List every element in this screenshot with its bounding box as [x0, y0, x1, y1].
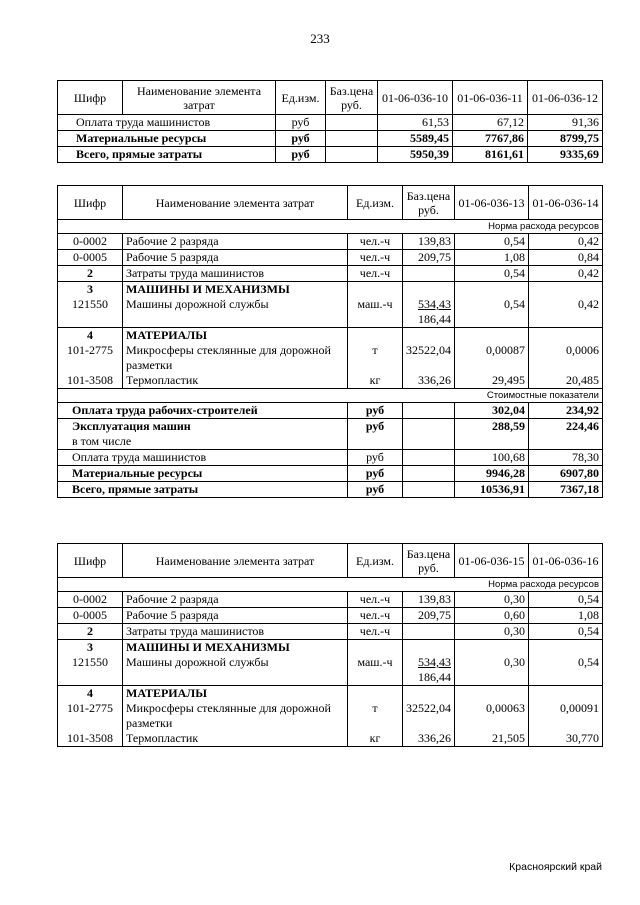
- row-value: 6907,80: [529, 466, 603, 482]
- row-value: 302,04: [455, 403, 529, 419]
- header-code: Шифр: [58, 186, 123, 220]
- row-value: 8799,75: [528, 131, 603, 147]
- table-row: [58, 328, 603, 344]
- row-value: 9946,28: [455, 466, 529, 482]
- row-value: 91,36: [528, 115, 603, 131]
- row-value: 9335,69: [528, 147, 603, 163]
- row-value: 0,30: [455, 592, 529, 608]
- row-value: 0,30: [455, 655, 529, 686]
- row-value: 20,485: [529, 373, 603, 389]
- row-name: Микросферы стеклянные для дорожной разметки: [123, 343, 348, 373]
- row-code: 101-3508: [58, 731, 123, 747]
- table-row: [58, 234, 603, 250]
- row-value: 7367,18: [529, 482, 603, 498]
- row-unit: руб: [276, 131, 326, 147]
- header-name: Наименование элемента затрат: [123, 81, 276, 115]
- row-value: 0,00091: [529, 701, 603, 731]
- section-code: 4: [58, 328, 123, 344]
- row-price: 139,83: [403, 592, 455, 608]
- table-row: [58, 686, 603, 702]
- table-row: [58, 640, 603, 656]
- row-unit: чел.-ч: [348, 608, 403, 624]
- header-col-16: 01-06-036-16: [529, 544, 603, 578]
- row-price: 209,75: [403, 250, 455, 266]
- row-price: [326, 115, 378, 131]
- row-name: Оплата труда машинистов: [58, 450, 348, 466]
- row-price: 209,75: [403, 608, 455, 624]
- row-unit: чел.-ч: [348, 234, 403, 250]
- row-unit: чел.-ч: [348, 250, 403, 266]
- header-price: Баз.цена руб.: [403, 186, 455, 220]
- row-value: 1,08: [529, 608, 603, 624]
- header-name: Наименование элемента затрат: [123, 544, 348, 578]
- row-value: 0,54: [529, 655, 603, 686]
- row-value: 29,495: [455, 373, 529, 389]
- cost-table-3: [57, 543, 603, 747]
- row-value: 0,0006: [529, 343, 603, 373]
- section-title: МАШИНЫ И МЕХАНИЗМЫ: [123, 282, 348, 298]
- table-row: [58, 250, 603, 266]
- row-name: Всего, прямые затраты: [58, 147, 276, 163]
- row-name: Рабочие 2 разряда: [123, 592, 348, 608]
- row-unit: т: [348, 343, 403, 373]
- row-name: Затраты труда машинистов: [123, 624, 348, 640]
- row-value: 0,00063: [455, 701, 529, 731]
- row-name: Затраты труда машинистов: [123, 266, 348, 282]
- table-row: [58, 373, 603, 389]
- row-name: Рабочие 2 разряда: [123, 234, 348, 250]
- row-price: 336,26: [403, 731, 455, 747]
- row-value: 288,59: [455, 419, 529, 435]
- cost-table-1: [57, 80, 603, 163]
- row-value: 100,68: [455, 450, 529, 466]
- row-unit: кг: [348, 731, 403, 747]
- row-price: 32522,04: [403, 343, 455, 373]
- table-row: [58, 419, 603, 435]
- table-row: [58, 434, 603, 450]
- norm-label: Норма расхода ресурсов: [58, 220, 603, 234]
- header-price: Баз.цена руб.: [326, 81, 378, 115]
- row-unit: руб: [348, 482, 403, 498]
- row-unit: кг: [348, 373, 403, 389]
- row-unit: руб: [348, 403, 403, 419]
- row-value: 0,54: [529, 592, 603, 608]
- table-row: [58, 266, 603, 282]
- row-value: 5950,39: [378, 147, 453, 163]
- row-name: Материальные ресурсы: [58, 131, 276, 147]
- table-row: [58, 624, 603, 640]
- row-value: 0,54: [529, 624, 603, 640]
- table-row: [58, 403, 603, 419]
- table-row: [58, 592, 603, 608]
- row-value: 224,46: [529, 419, 603, 435]
- row-value: 0,60: [455, 608, 529, 624]
- header-unit: Ед.изм.: [348, 186, 403, 220]
- row-name: Термопластик: [123, 731, 348, 747]
- row-price-main: 534,43: [418, 297, 451, 311]
- row-name: Машины дорожной службы: [123, 297, 348, 328]
- row-name: Материальные ресурсы: [58, 466, 348, 482]
- table-row: [58, 466, 603, 482]
- row-code: 0-0002: [58, 592, 123, 608]
- row-value: 5589,45: [378, 131, 453, 147]
- row-value: 78,30: [529, 450, 603, 466]
- row-value: 0,42: [529, 297, 603, 328]
- row-value: 67,12: [453, 115, 528, 131]
- page-number: 233: [310, 31, 330, 46]
- row-code: 101-2775: [58, 343, 123, 373]
- table-row: [58, 655, 603, 686]
- row-name: Оплата труда машинистов: [58, 115, 276, 131]
- row-price: 32522,04: [403, 701, 455, 731]
- row-price: 139,83: [403, 234, 455, 250]
- row-code: 101-2775: [58, 701, 123, 731]
- row-value: 0,54: [455, 297, 529, 328]
- row-code: 2: [58, 624, 123, 640]
- header-col-12: 01-06-036-12: [528, 81, 603, 115]
- section-code: 3: [58, 640, 123, 656]
- row-code: 0-0002: [58, 234, 123, 250]
- row-name: Рабочие 5 разряда: [123, 608, 348, 624]
- row-unit: руб: [348, 419, 403, 435]
- row-unit: руб: [348, 450, 403, 466]
- row-name: Термопластик: [123, 373, 348, 389]
- row-value: 61,53: [378, 115, 453, 131]
- table-row: [58, 701, 603, 731]
- row-name: Рабочие 5 разряда: [123, 250, 348, 266]
- header-unit: Ед.изм.: [348, 544, 403, 578]
- row-code: 121550: [58, 655, 123, 686]
- row-price: [403, 655, 455, 686]
- table-row: [58, 282, 603, 298]
- row-value: 0,54: [455, 234, 529, 250]
- row-code: 101-3508: [58, 373, 123, 389]
- row-value: 0,42: [529, 266, 603, 282]
- header-col-13: 01-06-036-13: [455, 186, 529, 220]
- row-price: [403, 297, 455, 328]
- row-value: 10536,91: [455, 482, 529, 498]
- row-price: [403, 266, 455, 282]
- row-price: 336,26: [403, 373, 455, 389]
- row-value: 0,54: [455, 266, 529, 282]
- row-unit: руб: [348, 466, 403, 482]
- header-name: Наименование элемента затрат: [123, 186, 348, 220]
- table-row: [58, 115, 603, 131]
- header-price: Баз.цена руб.: [403, 544, 455, 578]
- row-code: 0-0005: [58, 608, 123, 624]
- header-col-11: 01-06-036-11: [453, 81, 528, 115]
- row-value: 30,770: [529, 731, 603, 747]
- row-name: Всего, прямые затраты: [58, 482, 348, 498]
- row-price: [326, 147, 378, 163]
- row-unit: чел.-ч: [348, 266, 403, 282]
- row-unit: т: [348, 701, 403, 731]
- section-title: МАШИНЫ И МЕХАНИЗМЫ: [123, 640, 348, 656]
- row-price: [403, 624, 455, 640]
- row-name: Эксплуатация машин: [58, 419, 348, 435]
- header-unit: Ед.изм.: [276, 81, 326, 115]
- header-code: Шифр: [58, 81, 123, 115]
- row-unit: чел.-ч: [348, 592, 403, 608]
- row-unit: маш.-ч: [348, 297, 403, 328]
- row-unit: маш.-ч: [348, 655, 403, 686]
- row-name: Микросферы стеклянные для дорожной разметки: [123, 701, 348, 731]
- row-value: 0,84: [529, 250, 603, 266]
- table-row: [58, 731, 603, 747]
- row-value: 1,08: [455, 250, 529, 266]
- header-col-15: 01-06-036-15: [455, 544, 529, 578]
- cost-label: Стоимостные показатели: [58, 389, 603, 403]
- footer-region: Красноярский край: [509, 861, 602, 873]
- table-row: [58, 131, 603, 147]
- section-title: МАТЕРИАЛЫ: [123, 328, 348, 344]
- table-row: [58, 297, 603, 328]
- row-value: 0,30: [455, 624, 529, 640]
- header-col-10: 01-06-036-10: [378, 81, 453, 115]
- row-code: 121550: [58, 297, 123, 328]
- row-value: 234,92: [529, 403, 603, 419]
- row-name: в том числе: [58, 434, 348, 450]
- row-unit: руб: [276, 147, 326, 163]
- header-col-14: 01-06-036-14: [529, 186, 603, 220]
- row-unit: чел.-ч: [348, 624, 403, 640]
- row-price-secondary: 186,44: [418, 670, 451, 684]
- row-price: [326, 131, 378, 147]
- row-code: 2: [58, 266, 123, 282]
- row-price-main: 534,43: [418, 655, 451, 669]
- header-code: Шифр: [58, 544, 123, 578]
- row-value: 0,42: [529, 234, 603, 250]
- row-value: 8161,61: [453, 147, 528, 163]
- cost-table-2: [57, 185, 603, 498]
- section-code: 4: [58, 686, 123, 702]
- table-row: [58, 608, 603, 624]
- section-code: 3: [58, 282, 123, 298]
- row-value: 21,505: [455, 731, 529, 747]
- row-name: Машины дорожной службы: [123, 655, 348, 686]
- table-row: [58, 343, 603, 373]
- row-name: Оплата труда рабочих-строителей: [58, 403, 348, 419]
- norm-label: Норма расхода ресурсов: [58, 578, 603, 592]
- table-row: [58, 147, 603, 163]
- row-unit: руб: [276, 115, 326, 131]
- row-value: 0,00087: [455, 343, 529, 373]
- row-price-secondary: 186,44: [418, 312, 451, 326]
- section-title: МАТЕРИАЛЫ: [123, 686, 348, 702]
- row-code: 0-0005: [58, 250, 123, 266]
- row-value: 7767,86: [453, 131, 528, 147]
- table-row: [58, 482, 603, 498]
- table-row: [58, 450, 603, 466]
